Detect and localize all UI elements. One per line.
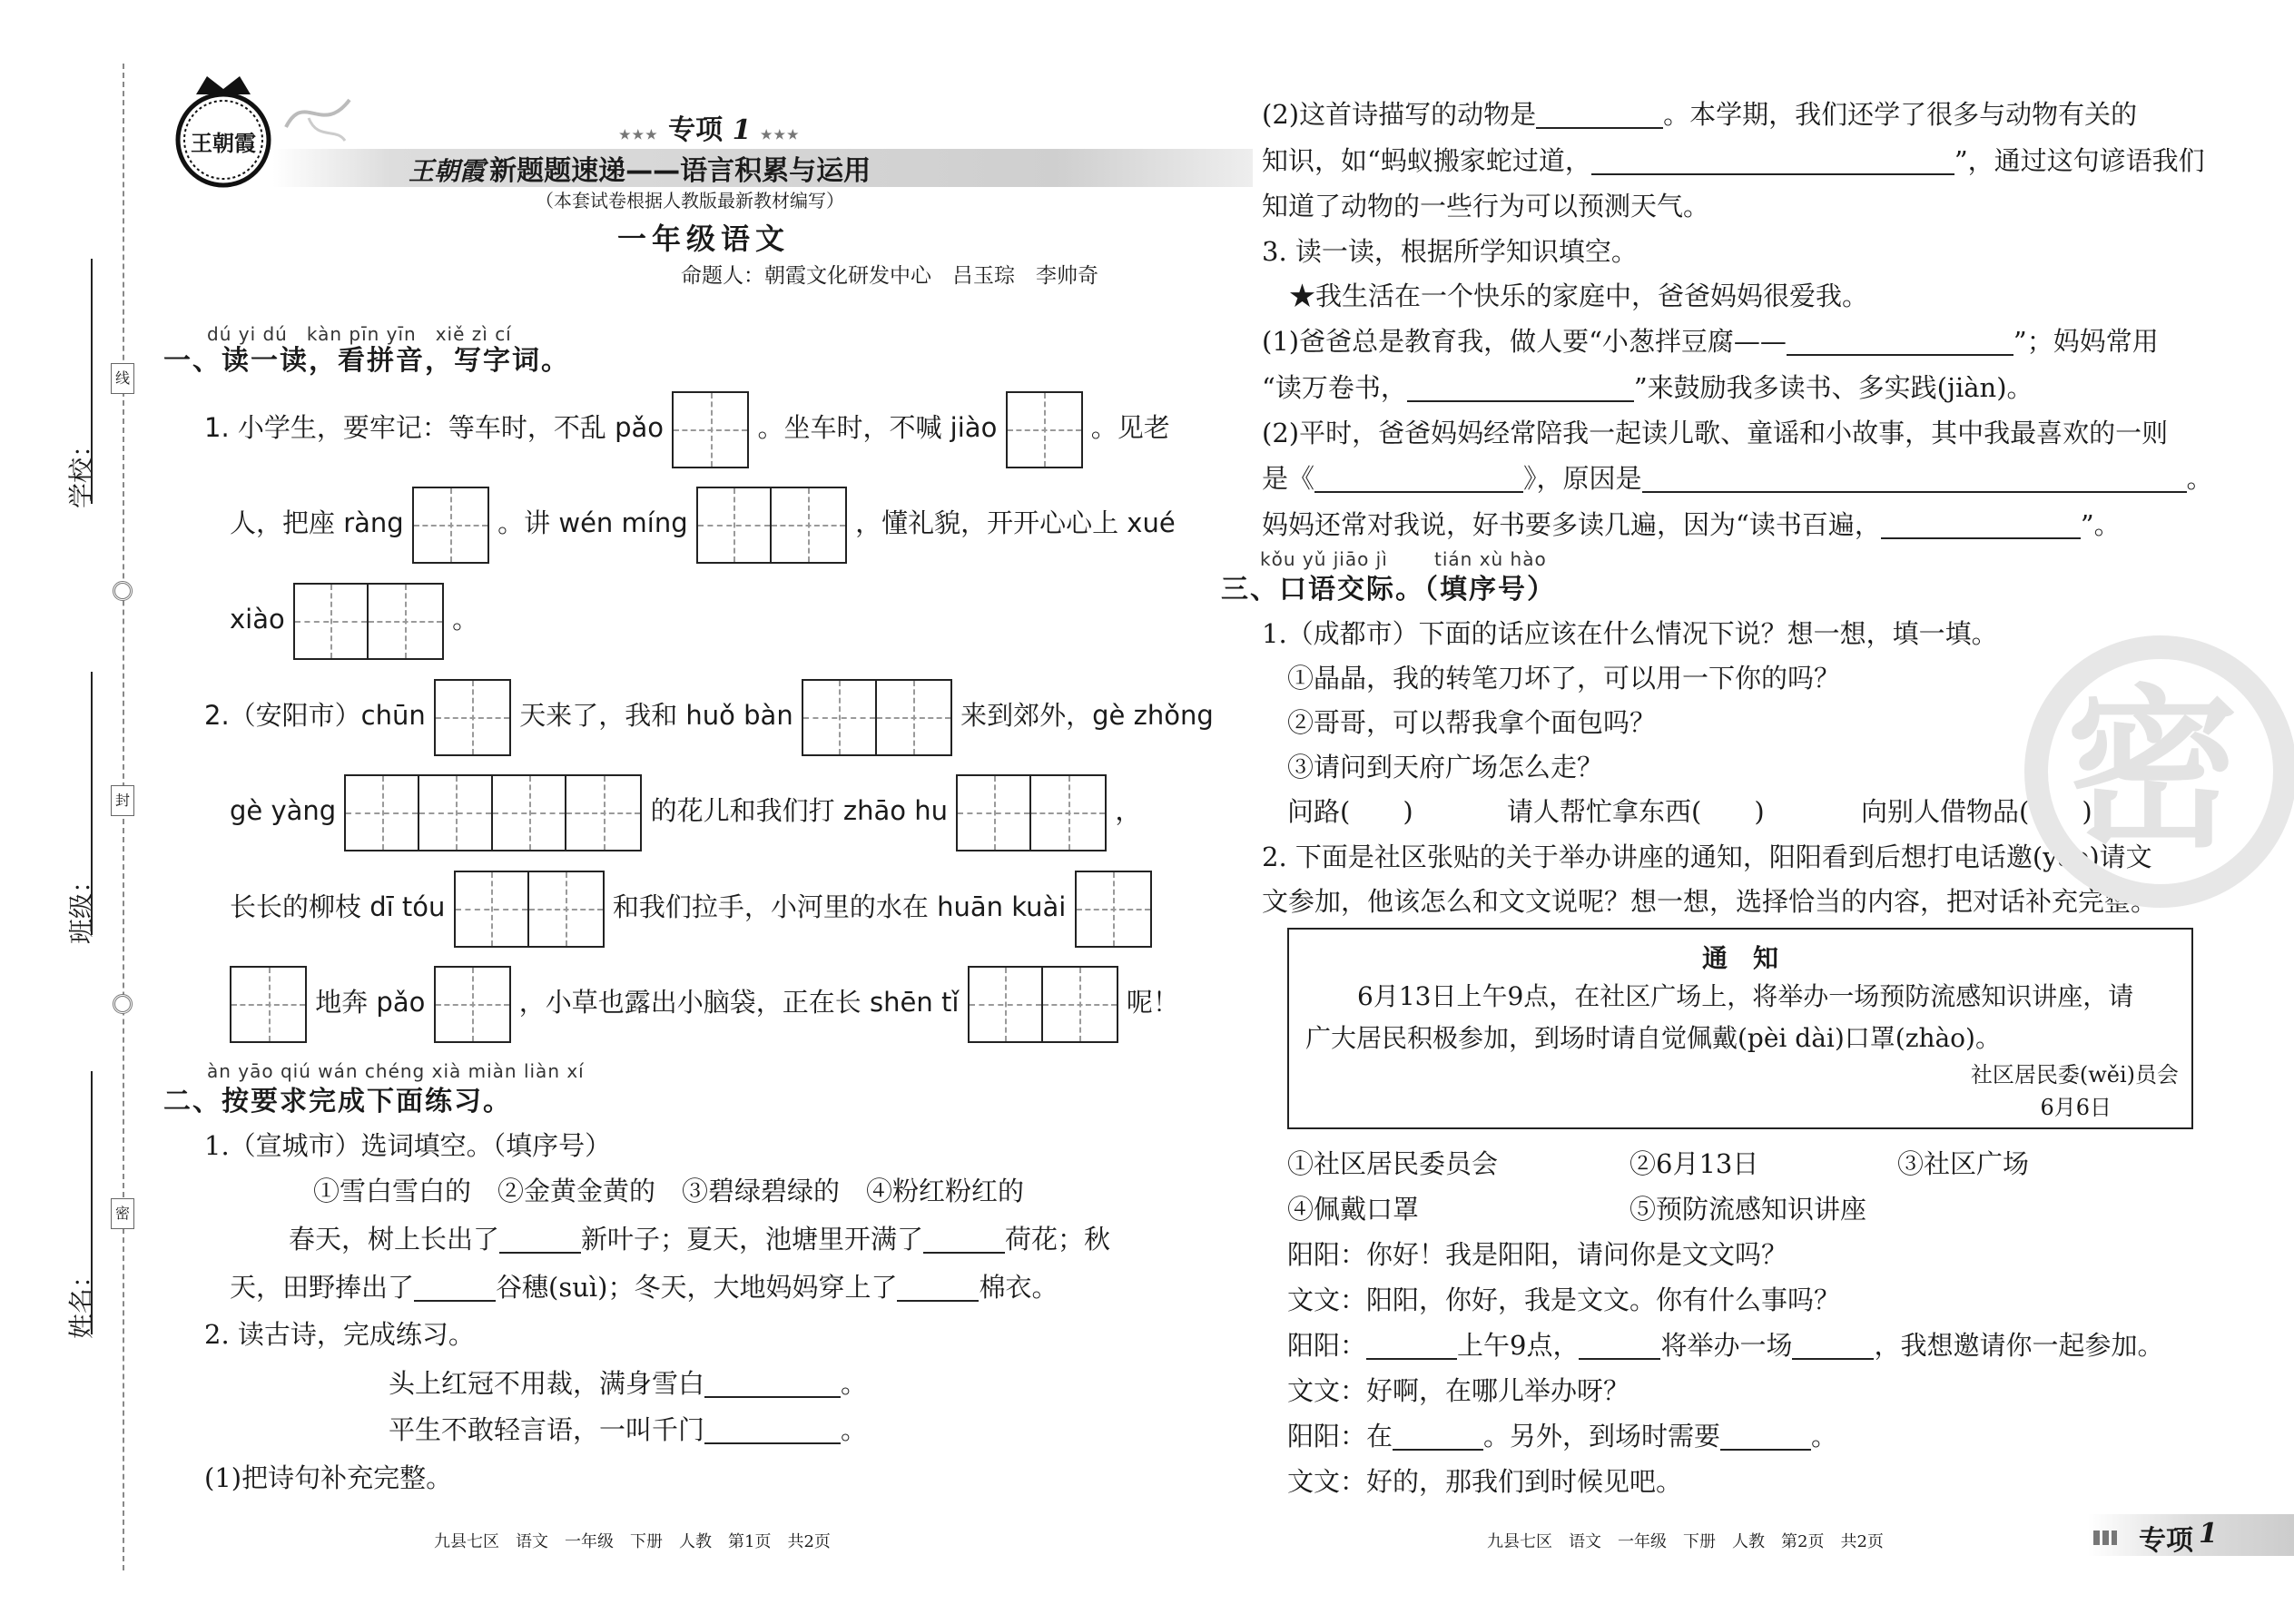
option-5: ⑤预防流感知识讲座 xyxy=(1629,1194,1867,1225)
dialog-blank-2[interactable] xyxy=(1579,1333,1660,1360)
section2-pinyin: àn yāo qiú wán chéng xià miàn liàn xí xyxy=(207,1060,585,1082)
answer-box-wenming[interactable] xyxy=(696,487,847,564)
special-badge xyxy=(619,107,801,147)
ornament-icon xyxy=(113,994,133,1014)
saying-blank[interactable] xyxy=(1881,512,2081,539)
answer-box-zhaohu[interactable] xyxy=(956,774,1107,851)
q2-line1: 2.（安阳市）chūn 天来了，我和 huǒ bàn 来到郊外，gè zhǒng xyxy=(204,676,1214,756)
dialog-3: 阳阳： 上午9点， 将举办一场 ，我想邀请你一起参加。 xyxy=(1287,1330,2164,1361)
q22-2-line2: 知识，如“蚂蚁搬家蛇过道， ”，通过这句谚语我们 xyxy=(1262,145,2205,176)
notice-title: 通 知 xyxy=(1701,943,1778,973)
ornament-icon xyxy=(113,581,133,601)
q2-line3: 长长的柳枝 dī tóu 和我们拉手，小河里的水在 huān kuài xyxy=(230,868,1152,948)
answer-box-huankuai-1[interactable] xyxy=(1075,871,1152,948)
answer-box-ditou[interactable] xyxy=(454,871,605,948)
answer-box-jiao[interactable] xyxy=(1006,391,1083,468)
section1-pinyin: dú yi dú kàn pīn yīn xiě zì cí xyxy=(207,323,512,345)
option-3: ③社区广场 xyxy=(1897,1148,2030,1179)
q32-line1: 2. 下面是社区张贴的关于举办讲座的通知，阳阳看到后想打电话邀(yāo)请文 xyxy=(1262,842,2152,872)
answer-box-shenti[interactable] xyxy=(968,966,1118,1043)
poem-blank-2[interactable] xyxy=(704,1417,841,1444)
idiom-blank[interactable] xyxy=(1407,375,1634,402)
dialog-4: 文文：好啊，在哪儿举办呀？ xyxy=(1287,1375,1630,1406)
answer-box-xuexiao[interactable] xyxy=(293,583,444,660)
poem-line1: 头上红冠不用裁，满身雪白 。 xyxy=(389,1368,868,1399)
binding-line xyxy=(123,64,124,1570)
section2-title: 二、按要求完成下面练习。 xyxy=(163,1086,512,1117)
brand-logo-icon xyxy=(172,73,274,191)
option-1: ①社区居民委员会 xyxy=(1287,1148,1499,1179)
q31-answer-2[interactable]: 请人帮忙拿东西( ) xyxy=(1507,796,1765,827)
section3-pinyin-2: tián xù hào xyxy=(1434,548,1547,570)
class-label: 班级： xyxy=(66,867,96,944)
series-title-text: 新题题速递——语言积累与运用 xyxy=(489,155,871,187)
section3-title: 三、口语交际。（填序号） xyxy=(1221,574,1556,605)
dialog-blank-3[interactable] xyxy=(1792,1333,1874,1360)
poem-line2: 平生不敢轻言语，一叫千门 。 xyxy=(389,1414,868,1445)
notice-line1: 6月13日上午9点，在社区广场上，将举办一场预防流感知识讲座，请 xyxy=(1357,981,2134,1011)
ribbon-icon xyxy=(281,91,354,145)
name-label: 姓名： xyxy=(66,1262,96,1339)
answer-box-pao[interactable] xyxy=(672,391,749,468)
footer-right: 九县七区 语文 一年级 下册 人教 第2页 共2页 xyxy=(1487,1532,1884,1551)
seal-xian: 线 xyxy=(111,363,134,394)
school-blank-line xyxy=(91,259,93,504)
option-4: ④佩戴口罩 xyxy=(1287,1194,1420,1225)
story-blank[interactable] xyxy=(1314,466,1523,493)
poem-blank-1[interactable] xyxy=(704,1371,841,1398)
notice-date: 6月6日 xyxy=(2040,1095,2112,1120)
q22-1: (1)把诗句补充完整。 xyxy=(204,1462,453,1493)
special-label: 专项 xyxy=(668,114,724,146)
footer-left: 九县七区 语文 一年级 下册 人教 第1页 共2页 xyxy=(434,1532,831,1551)
q32-line2: 文参加，他该怎么和文文说呢？想一想，选择恰当的内容，把对话补充完整。 xyxy=(1262,886,2158,917)
dialog-2: 文文：阳阳，你好，我是文文。你有什么事吗？ xyxy=(1287,1284,1841,1315)
q23-star: ★我生活在一个快乐的家庭中，爸爸妈妈很爱我。 xyxy=(1289,281,1869,311)
answer-box-chun[interactable] xyxy=(434,679,511,756)
xiehouyu-blank[interactable] xyxy=(1787,329,2013,356)
q21-fill-line1: 春天，树上长出了 新叶子；夏天，池塘里开满了 荷花；秋 xyxy=(289,1224,1111,1255)
q23-1-line1: (1)爸爸总是教育我，做人要“小葱拌豆腐—— ”；妈妈常用 xyxy=(1262,326,2159,357)
dialog-1: 阳阳：你好！我是阳阳，请问你是文文吗？ xyxy=(1287,1239,1788,1270)
footer-special-tab xyxy=(2088,1514,2294,1556)
reason-blank[interactable] xyxy=(1642,466,2187,493)
q22-prompt: 2. 读古诗，完成练习。 xyxy=(204,1319,475,1350)
confidential-watermark xyxy=(2024,635,2294,908)
section3-pinyin-1: kǒu yǔ jiāo jì xyxy=(1260,548,1388,570)
seal-mi: 密 xyxy=(111,1198,134,1229)
header xyxy=(154,73,1144,309)
name-blank-line xyxy=(91,1071,93,1334)
watermark-glyph: 密 xyxy=(2066,670,2240,871)
q22-2-line1: (2)这首诗描写的动物是 。本学期，我们还学了很多与动物有关的 xyxy=(1262,99,2138,130)
dialog-6: 文文：好的，那我们到时候见吧。 xyxy=(1287,1466,1683,1497)
answer-box-pao2[interactable] xyxy=(434,966,511,1043)
q22-2-line3: 知道了动物的一些行为可以预测天气。 xyxy=(1262,191,1710,221)
notice-line2: 广大居民积极参加，到场时请自觉佩戴(pèi dài)口罩(zhào)。 xyxy=(1305,1023,2001,1053)
q1-line1: 1. 小学生，要牢记：等车时，不乱 pǎo 。坐车时，不喊 jiào 。见老 xyxy=(204,389,1170,468)
q31-item1: ①晶晶，我的转笔刀坏了，可以用一下你的吗？ xyxy=(1287,663,1841,694)
star-row: ★★★ xyxy=(619,128,659,143)
q1-line2: 人，把座 ràng 。讲 wén míng ，懂礼貌，开开心心上 xué xyxy=(230,484,1176,564)
q31-prompt: 1.（成都市）下面的话应该在什么情况下说？想一想，填一填。 xyxy=(1262,618,1998,649)
brand-name: 王朝霞 xyxy=(409,156,486,186)
blank-2[interactable] xyxy=(923,1226,1005,1254)
blank-4[interactable] xyxy=(897,1275,979,1302)
answer-box-gezhonggeyang[interactable] xyxy=(344,774,642,851)
q21-prompt: 1.（宣城市）选词填空。（填序号） xyxy=(204,1130,612,1161)
squares-icon xyxy=(2093,1530,2117,1545)
footer-special-label: 专项 xyxy=(2139,1525,2193,1557)
q31-answer-3[interactable]: 向别人借物品( ) xyxy=(1861,796,2092,827)
binding-margin xyxy=(0,0,136,1624)
proverb-blank[interactable] xyxy=(1591,148,1954,175)
q31-item3: ③请问到天府广场怎么走？ xyxy=(1287,752,1604,782)
q23-1-line2: “读万卷书， ”来鼓励我多读书、多实践(jiàn)。 xyxy=(1262,372,2033,403)
q31-item2: ②哥哥，可以帮我拿个面包吗？ xyxy=(1287,707,1657,738)
q2-line4: 地奔 pǎo ，小草也露出小脑袋，正在长 shēn tǐ 呢！ xyxy=(230,963,1179,1043)
star-row: ★★★ xyxy=(760,128,801,143)
q23-2-line2: 是《 》，原因是 。 xyxy=(1262,463,2213,494)
q23-prompt: 3. 读一读，根据所学知识填空。 xyxy=(1262,236,1638,267)
dialog-blank-4[interactable] xyxy=(1393,1423,1483,1451)
authors: 命题人：朝霞文化研发中心 吕玉琮 李帅奇 xyxy=(681,264,1098,288)
q23-2-line1: (2)平时，爸爸妈妈经常陪我一起读儿歌、童谣和小故事，其中我最喜欢的一则 xyxy=(1262,418,2169,448)
q2-line2: gè yàng 的花儿和我们打 zhāo hu ， xyxy=(230,772,1141,851)
footer-special-number: 1 xyxy=(2199,1518,2218,1550)
dialog-blank-5[interactable] xyxy=(1720,1423,1811,1451)
notice-box xyxy=(1287,928,2193,1129)
brand-logo-text: 王朝霞 xyxy=(191,130,256,156)
notice-sign: 社区居民委(wěi)员会 xyxy=(1970,1062,2179,1088)
school-label: 学校： xyxy=(66,431,96,508)
edition-note: （本套试卷根据人教版最新教材编写） xyxy=(536,190,844,212)
section1-title: 一、读一读，看拼音，写字词。 xyxy=(163,345,570,377)
q31-answer-1[interactable]: 问路( ) xyxy=(1287,796,1413,827)
dialog-blank-1[interactable] xyxy=(1366,1333,1457,1360)
option-2: ②6月13日 xyxy=(1629,1148,1759,1179)
class-blank-line xyxy=(91,672,93,935)
blank-3[interactable] xyxy=(414,1275,496,1302)
answer-box-huankuai-2[interactable] xyxy=(230,966,307,1043)
seal-feng: 封 xyxy=(111,785,134,816)
series-title xyxy=(409,148,871,188)
q1-line3: xiào 。 xyxy=(230,580,478,660)
q23-2-line3: 妈妈还常对我说，好书要多读几遍，因为“读书百遍， ”。 xyxy=(1262,509,2121,540)
blank-1[interactable] xyxy=(499,1226,581,1254)
q21-fill-line2: 天，田野捧出了 谷穗(suì)；冬天，大地妈妈穿上了 棉衣。 xyxy=(230,1272,1058,1303)
special-number: 1 xyxy=(732,114,752,146)
animal-blank[interactable] xyxy=(1536,102,1663,129)
subject-title: 一年级语文 xyxy=(617,221,791,256)
dialog-5: 阳阳：在 。另外，到场时需要 。 xyxy=(1287,1421,1838,1452)
answer-box-rang[interactable] xyxy=(412,487,489,564)
q21-options: ①雪白雪白的 ②金黄金黄的 ③碧绿碧绿的 ④粉红粉红的 xyxy=(313,1176,1025,1206)
answer-box-huoban[interactable] xyxy=(802,679,952,756)
